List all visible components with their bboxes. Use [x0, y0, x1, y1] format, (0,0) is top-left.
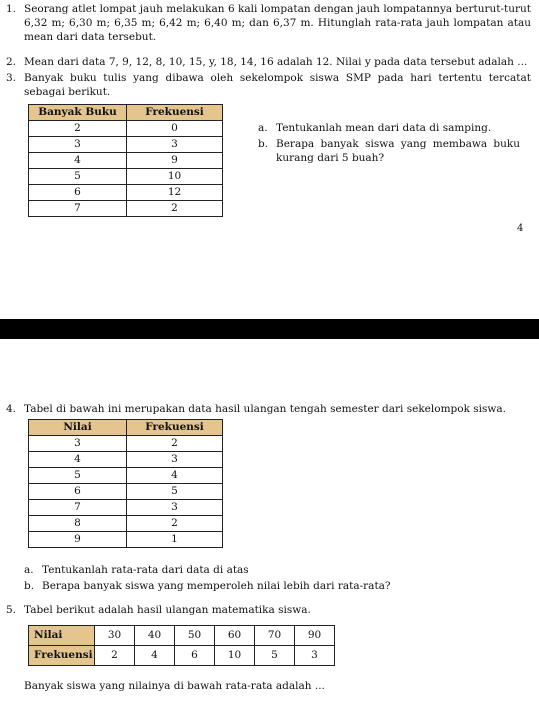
table-cell: 5	[29, 468, 127, 484]
table-row	[29, 153, 223, 169]
table-cell: 40	[135, 626, 175, 646]
table-cell: 10	[215, 646, 255, 666]
table-cell: 9	[127, 153, 223, 169]
subquestion-label: a.	[24, 564, 34, 576]
table-row	[29, 500, 223, 516]
table-header: Frekuensi	[127, 105, 223, 121]
table-cell: 6	[175, 646, 215, 666]
table-row	[29, 169, 223, 185]
question-number: 4.	[6, 403, 17, 415]
question-3	[6, 72, 531, 100]
table-cell: 90	[295, 626, 335, 646]
table-cell: 7	[29, 500, 127, 516]
table-row	[29, 626, 335, 646]
table-cell: 2	[127, 516, 223, 532]
row-label: Frekuensi	[29, 646, 95, 666]
table-row	[29, 185, 223, 201]
subquestion-text: Tentukanlah rata-rata dari data di atas	[42, 564, 249, 576]
book-frequency-table	[28, 104, 223, 217]
score-frequency-table	[28, 419, 223, 548]
question-number: 3.	[6, 72, 17, 84]
table-header: Nilai	[29, 420, 127, 436]
table-cell: 60	[215, 626, 255, 646]
table-cell: 70	[255, 626, 295, 646]
table-cell: 5	[255, 646, 295, 666]
table-cell: 3	[295, 646, 335, 666]
table-row	[29, 452, 223, 468]
table-row	[29, 436, 223, 452]
subquestion-3a	[258, 122, 523, 136]
table-row	[29, 201, 223, 217]
table-cell: 1	[127, 532, 223, 548]
subquestion-label: b.	[258, 138, 269, 150]
table-cell: 3	[127, 137, 223, 153]
question-text: Mean dari data 7, 9, 12, 8, 10, 15, y, 18, 14, 16 adalah 12. Nilai y pada data tersebut adalah ...	[24, 56, 528, 68]
table-header: Banyak Buku	[29, 105, 127, 121]
table-cell: 3	[127, 500, 223, 516]
table-row	[29, 532, 223, 548]
table-row	[29, 137, 223, 153]
table-cell: 2	[127, 201, 223, 217]
table-cell: 2	[29, 121, 127, 137]
question-text: Seorang atlet lompat jauh melakukan 6 kali lompatan dengan jauh lompatannya berturut-turut 6,32 m; 6,30 m; 6,35 m; 6,42 m; 6,40 m; dan 6,37 m. Hitunglah rata-rata jauh lompatan atau mean dari data tersebut.	[24, 3, 531, 43]
table-cell: 6	[29, 185, 127, 201]
question-text: Banyak buku tulis yang dibawa oleh sekelompok siswa SMP pada hari tertentu tercatat sebagai berikut.	[24, 72, 531, 98]
subquestion-text: Tentukanlah mean dari data di samping.	[276, 122, 492, 134]
table-cell: 0	[127, 121, 223, 137]
question-5-prompt: Banyak siswa yang nilainya di bawah rata-rata adalah ...	[24, 680, 325, 692]
table-cell: 3	[29, 137, 127, 153]
table-cell: 4	[127, 468, 223, 484]
table-row	[29, 468, 223, 484]
row-label: Nilai	[29, 626, 95, 646]
table-cell: 4	[29, 153, 127, 169]
page-divider	[0, 319, 539, 339]
table-header-row	[29, 105, 223, 121]
question-number: 5.	[6, 604, 17, 616]
table-cell: 2	[95, 646, 135, 666]
question-4	[6, 403, 531, 417]
table-row	[29, 484, 223, 500]
table-row	[29, 646, 335, 666]
question-number: 1.	[6, 3, 17, 15]
table-cell: 4	[135, 646, 175, 666]
table-cell: 4	[29, 452, 127, 468]
table-cell: 9	[29, 532, 127, 548]
table-cell: 3	[127, 452, 223, 468]
math-score-table	[28, 625, 335, 666]
subquestion-4b	[24, 580, 391, 594]
subquestion-3b	[258, 138, 520, 166]
subquestion-label: a.	[258, 122, 268, 134]
table-cell: 12	[127, 185, 223, 201]
subquestion-text: Berapa banyak siswa yang memperoleh nilai lebih dari rata-rata?	[42, 580, 391, 592]
question-text: Tabel di bawah ini merupakan data hasil ulangan tengah semester dari sekelompok siswa.	[24, 403, 506, 415]
table-row	[29, 121, 223, 137]
table-cell: 6	[29, 484, 127, 500]
table-cell: 5	[29, 169, 127, 185]
question-1	[6, 3, 531, 45]
subquestion-text: Berapa banyak siswa yang membawa buku kurang dari 5 buah?	[276, 138, 520, 164]
table-header-row	[29, 420, 223, 436]
table-cell: 7	[29, 201, 127, 217]
table-row	[29, 516, 223, 532]
table-cell: 8	[29, 516, 127, 532]
question-5	[6, 604, 531, 618]
table-cell: 3	[29, 436, 127, 452]
table-cell: 2	[127, 436, 223, 452]
table-cell: 50	[175, 626, 215, 646]
page-number: 4	[517, 223, 524, 234]
question-2	[6, 56, 531, 70]
question-text: Tabel berikut adalah hasil ulangan matematika siswa.	[24, 604, 311, 616]
subquestion-label: b.	[24, 580, 35, 592]
question-number: 2.	[6, 56, 17, 68]
table-header: Frekuensi	[127, 420, 223, 436]
table-cell: 5	[127, 484, 223, 500]
subquestion-4a	[24, 564, 249, 578]
table-cell: 30	[95, 626, 135, 646]
table-cell: 10	[127, 169, 223, 185]
